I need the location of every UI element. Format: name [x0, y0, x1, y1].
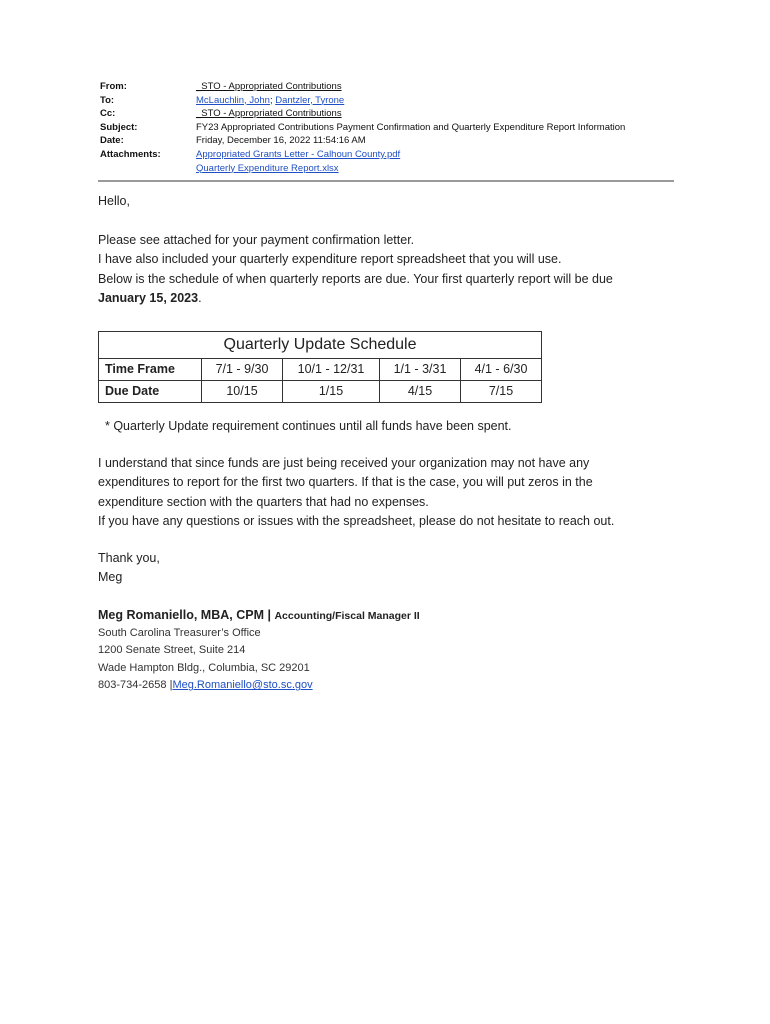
from-link[interactable]: _STO - Appropriated Contributions	[196, 81, 342, 92]
due-date-cell: 7/15	[461, 380, 542, 402]
closing-name: Meg	[98, 570, 123, 584]
attachments-list	[196, 148, 400, 175]
time-frame-cell: 1/1 - 3/31	[380, 358, 461, 380]
time-frame-cell: 7/1 - 9/30	[202, 358, 283, 380]
paragraph-line: expenditure section with the quarters that had no expenses.	[98, 494, 429, 509]
due-date-label: Due Date	[99, 380, 202, 402]
time-frame-cell: 10/1 - 12/31	[283, 358, 380, 380]
signature-phone-separator: |	[166, 679, 173, 692]
from-label: From:	[100, 81, 127, 92]
attachments-label: Attachments:	[100, 148, 161, 160]
to-row	[100, 94, 625, 108]
due-date-line	[98, 289, 678, 309]
paragraph-line: I understand that since funds are just being received your organization may not have any	[98, 455, 590, 470]
schedule-table	[98, 331, 542, 403]
from-row	[100, 80, 625, 94]
signature-org: South Carolina Treasurer’s Office	[98, 626, 261, 639]
signature-name-line	[98, 606, 678, 625]
paragraph-line: expenditures to report for the first two quarters. If that is the case, you will put zeros in the	[98, 475, 593, 489]
due-date-cell: 1/15	[283, 380, 380, 402]
cc-label: Cc:	[100, 108, 116, 120]
signature-address-1: 1200 Senate Street, Suite 214	[98, 644, 246, 657]
signature-phone: 803-734-2658	[98, 679, 167, 692]
paragraph-line: Please see attached for your payment confirmation letter.	[98, 232, 415, 247]
schedule-title: Quarterly Update Schedule	[99, 331, 542, 358]
to-link-dantzler[interactable]: Dantzler, Tyrone	[275, 94, 345, 106]
email-header	[100, 80, 625, 175]
to-recipients	[196, 94, 344, 108]
first-due-date: January 15, 2023	[98, 291, 199, 305]
signature-address-2: Wade Hampton Bldg., Columbia, SC 29201	[98, 661, 310, 674]
to-separator: ;	[269, 94, 273, 106]
to-link-mclauchlin[interactable]: McLauchlin, John	[196, 94, 270, 106]
cc-link[interactable]: _STO - Appropriated Contributions	[196, 108, 342, 120]
date-label: Date:	[100, 135, 124, 147]
signature-separator: |	[263, 607, 275, 622]
schedule-note: * Quarterly Update requirement continues until all funds have been spent.	[105, 418, 512, 433]
time-frame-row	[99, 358, 542, 380]
date-value: Friday, December 16, 2022 11:54:16 AM	[196, 135, 366, 147]
signature-contact	[98, 677, 678, 695]
attachments-row	[100, 148, 625, 175]
greeting: Hello,	[98, 194, 130, 208]
due-date-row	[99, 380, 542, 402]
date-row	[100, 134, 625, 148]
to-label: To:	[100, 94, 115, 106]
paragraph-line: I have also included your quarterly expenditure report spreadsheet that you will use.	[98, 252, 562, 266]
due-date-cell: 4/15	[380, 380, 461, 402]
signature-title: Accounting/Fiscal Manager II	[274, 609, 420, 622]
signature-name: Meg Romaniello, MBA, CPM	[98, 607, 264, 622]
due-date-period: .	[198, 291, 202, 305]
subject-value: FY23 Appropriated Contributions Payment Confirmation and Quarterly Expenditure Report Information	[196, 121, 626, 133]
header-divider	[98, 180, 674, 182]
closing: Thank you,	[98, 550, 160, 565]
time-frame-cell: 4/1 - 6/30	[461, 358, 542, 380]
email-body	[98, 192, 678, 695]
due-date-cell: 10/15	[202, 380, 283, 402]
subject-row	[100, 121, 625, 135]
attachment-link-letter[interactable]: Appropriated Grants Letter - Calhoun County.pdf	[196, 148, 401, 160]
attachment-link-report[interactable]: Quarterly Expenditure Report.xlsx	[196, 162, 339, 174]
cc-row	[100, 107, 625, 121]
time-frame-label: Time Frame	[99, 358, 202, 380]
paragraph-line: If you have any questions or issues with the spreadsheet, please do not hesitate to reach out.	[98, 514, 615, 528]
signature-email-link[interactable]: Meg.Romaniello@sto.sc.gov	[172, 679, 313, 692]
paragraph-line: Below is the schedule of when quarterly reports are due. Your first quarterly report will be due	[98, 271, 613, 286]
subject-label: Subject:	[100, 121, 138, 133]
